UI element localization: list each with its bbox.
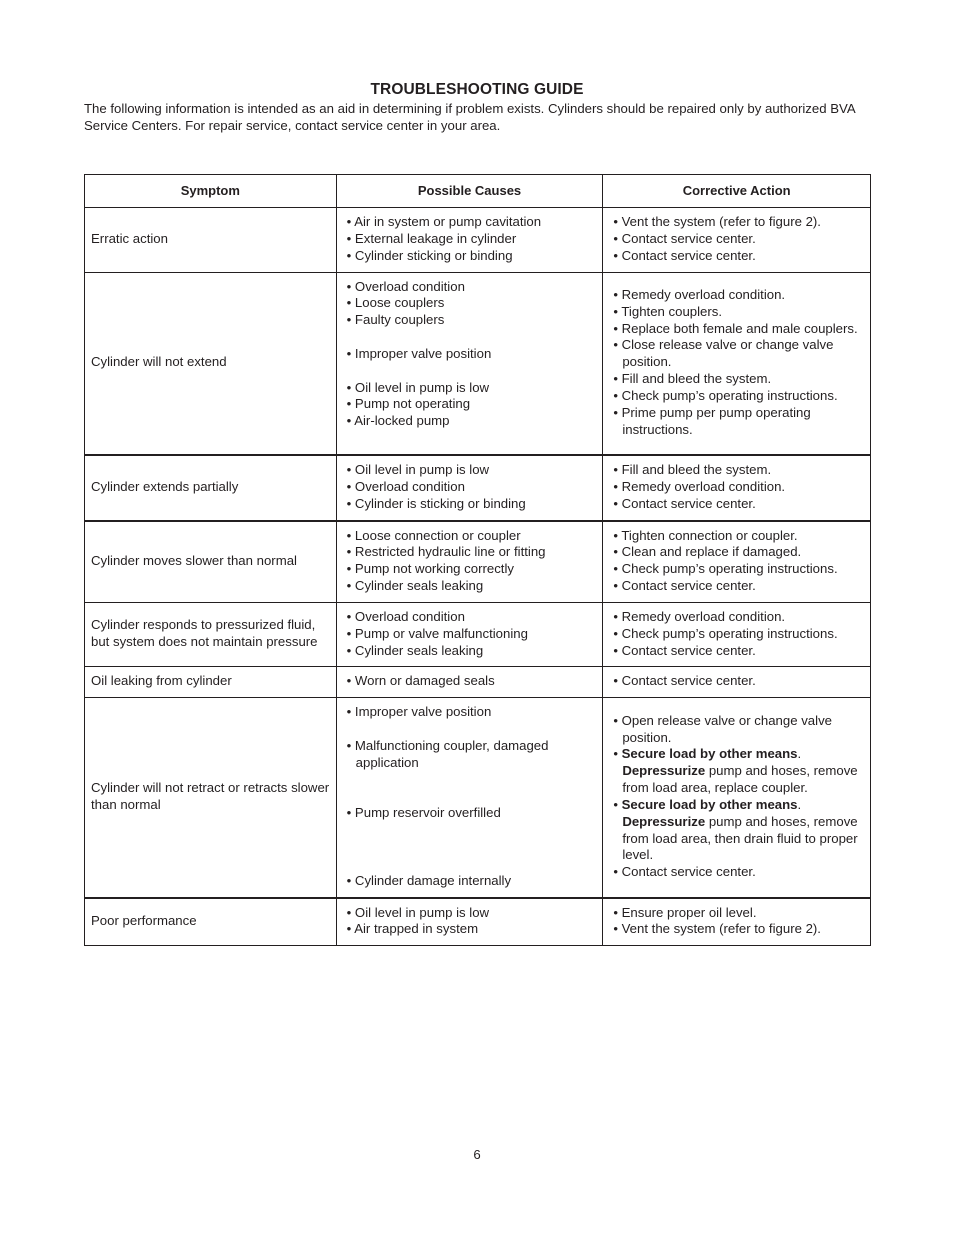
table-row <box>85 455 871 521</box>
action-item: • Vent the system (refer to figure 2). <box>613 214 821 229</box>
table-row <box>85 272 871 455</box>
separator: . <box>797 796 802 812</box>
cause-item: • Oil level in pump is low <box>346 461 490 477</box>
cause-item: • Faulty couplers <box>346 312 445 328</box>
symptom-cell: Poor performance <box>85 898 337 946</box>
table-row <box>85 208 871 273</box>
actions-cell <box>603 602 871 667</box>
cause-item: • Air in system or pump cavitation <box>346 214 542 229</box>
action-item: • Contact service center. <box>613 495 756 511</box>
action-item: • Fill and bleed the system. <box>613 461 772 477</box>
separator: . <box>797 746 802 762</box>
symptom-cell: Cylinder will not retract or retracts slower than normal <box>85 698 337 898</box>
troubleshooting-table <box>84 174 871 946</box>
action-item: • Contact service center. <box>613 642 756 658</box>
cause-item: • Restricted hydraulic line or fitting <box>346 544 546 560</box>
cause-item: • Oil level in pump is low <box>346 904 490 920</box>
action-item: • Remedy overload condition. <box>613 608 786 624</box>
cause-item: • Overload condition <box>346 478 465 494</box>
cause-item: • Cylinder sticking or binding <box>346 247 513 263</box>
header-possible-causes: Possible Causes <box>336 175 603 208</box>
actions-cell <box>603 208 871 273</box>
intro-paragraph: The following information is intended as an aid in determining if problem exists. Cylinders should be repaired only by authorized BVA Service Centers. For repair service, contact service center in your area. <box>84 101 855 133</box>
symptom-cell: Oil leaking from cylinder <box>85 667 337 698</box>
cause-item: • Cylinder is sticking or binding <box>346 495 526 511</box>
causes-cell <box>336 455 603 521</box>
actions-cell <box>603 698 871 898</box>
cause-item: • Loose couplers <box>346 295 445 311</box>
table-header-row <box>85 175 871 208</box>
cause-item: • Malfunctioning coupler, damaged application <box>346 737 549 770</box>
symptom-cell: Cylinder moves slower than normal <box>85 521 337 603</box>
table-row <box>85 698 871 898</box>
depressurize-emphasis: Depressurize <box>622 763 706 779</box>
table-row <box>85 898 871 946</box>
cause-item: • Improper valve position <box>346 704 492 720</box>
actions-cell <box>603 898 871 946</box>
bullet: • <box>613 746 622 762</box>
header-corrective-action: Corrective Action <box>603 175 871 208</box>
cause-item: • Air-locked pump <box>346 413 450 429</box>
action-item: • Tighten connection or coupler. <box>613 527 798 543</box>
action-item: • Tighten couplers. <box>613 303 723 319</box>
cause-item: • External leakage in cylinder <box>346 230 517 246</box>
actions-cell <box>603 455 871 521</box>
table-row <box>85 602 871 667</box>
actions-cell <box>603 521 871 603</box>
action-item: • Vent the system (refer to figure 2). <box>613 921 821 937</box>
cause-item: • Pump or valve malfunctioning <box>346 625 528 641</box>
causes-cell <box>336 272 603 455</box>
action-item: • Check pump’s operating instructions. <box>613 388 838 404</box>
cause-item: • Improper valve position <box>346 345 492 361</box>
symptom-cell: Cylinder will not extend <box>85 272 337 455</box>
action-item: • Contact service center. <box>613 864 756 880</box>
cause-item: • Pump not operating <box>346 396 471 412</box>
secure-load-emphasis: Secure load by other means <box>621 746 798 762</box>
action-item: • Contact service center. <box>613 673 756 689</box>
action-text: pump and hoses, remove from load area, replace coupler. <box>622 763 858 796</box>
actions-cell <box>603 272 871 455</box>
action-item: • Contact service center. <box>613 230 756 246</box>
cause-item: • Oil level in pump is low <box>346 379 490 395</box>
action-item: • Contact service center. <box>613 578 756 594</box>
bullet: • <box>613 796 622 812</box>
causes-cell <box>336 667 603 698</box>
causes-cell <box>336 602 603 667</box>
actions-cell <box>603 667 871 698</box>
causes-cell <box>336 898 603 946</box>
cause-item: • Pump not working correctly <box>346 561 514 577</box>
cause-item: • Worn or damaged seals <box>346 673 495 689</box>
table-row <box>85 667 871 698</box>
cause-item: • Overload condition <box>346 608 465 624</box>
cause-item: • Overload condition <box>346 278 465 294</box>
page-number: 6 <box>473 1147 481 1162</box>
cause-item: • Cylinder damage internally <box>346 872 512 888</box>
action-item: • Check pump’s operating instructions. <box>613 625 838 641</box>
action-item: • Prime pump per pump operating instructions. <box>613 404 811 437</box>
symptom-cell: Cylinder extends partially <box>85 455 337 521</box>
symptom-cell: Erratic action <box>85 208 337 273</box>
cause-item: • Pump reservoir overfilled <box>346 805 501 821</box>
table-row <box>85 521 871 603</box>
action-item: • Close release valve or change valve position. <box>613 337 834 370</box>
action-text: pump and hoses, remove from load area, then drain fluid to proper level. <box>622 813 858 863</box>
cause-item: • Air trapped in system <box>346 921 479 937</box>
action-item: • Ensure proper oil level. <box>613 904 757 920</box>
secure-load-emphasis: Secure load by other means <box>621 796 798 812</box>
action-item: • Open release valve or change valve position. <box>613 712 833 745</box>
page-title: TROUBLESHOOTING GUIDE <box>370 81 584 98</box>
action-item <box>613 746 864 797</box>
action-item: • Clean and replace if damaged. <box>613 544 802 560</box>
action-item: • Contact service center. <box>613 247 756 263</box>
causes-cell <box>336 521 603 603</box>
cause-item: • Cylinder seals leaking <box>346 642 484 658</box>
action-item <box>613 797 864 864</box>
action-item: • Remedy overload condition. <box>613 286 786 302</box>
action-item: • Remedy overload condition. <box>613 478 786 494</box>
action-item: • Fill and bleed the system. <box>613 371 772 387</box>
cause-item: • Loose connection or coupler <box>346 527 521 543</box>
action-item: • Replace both female and male couplers. <box>613 320 858 336</box>
causes-cell <box>336 698 603 898</box>
symptom-cell: Cylinder responds to pressurized fluid, but system does not maintain pressure <box>85 602 337 667</box>
action-item: • Check pump’s operating instructions. <box>613 561 838 577</box>
cause-item: • Cylinder seals leaking <box>346 578 484 594</box>
depressurize-emphasis: Depressurize <box>622 813 706 829</box>
causes-cell <box>336 208 603 273</box>
header-symptom: Symptom <box>85 175 337 208</box>
